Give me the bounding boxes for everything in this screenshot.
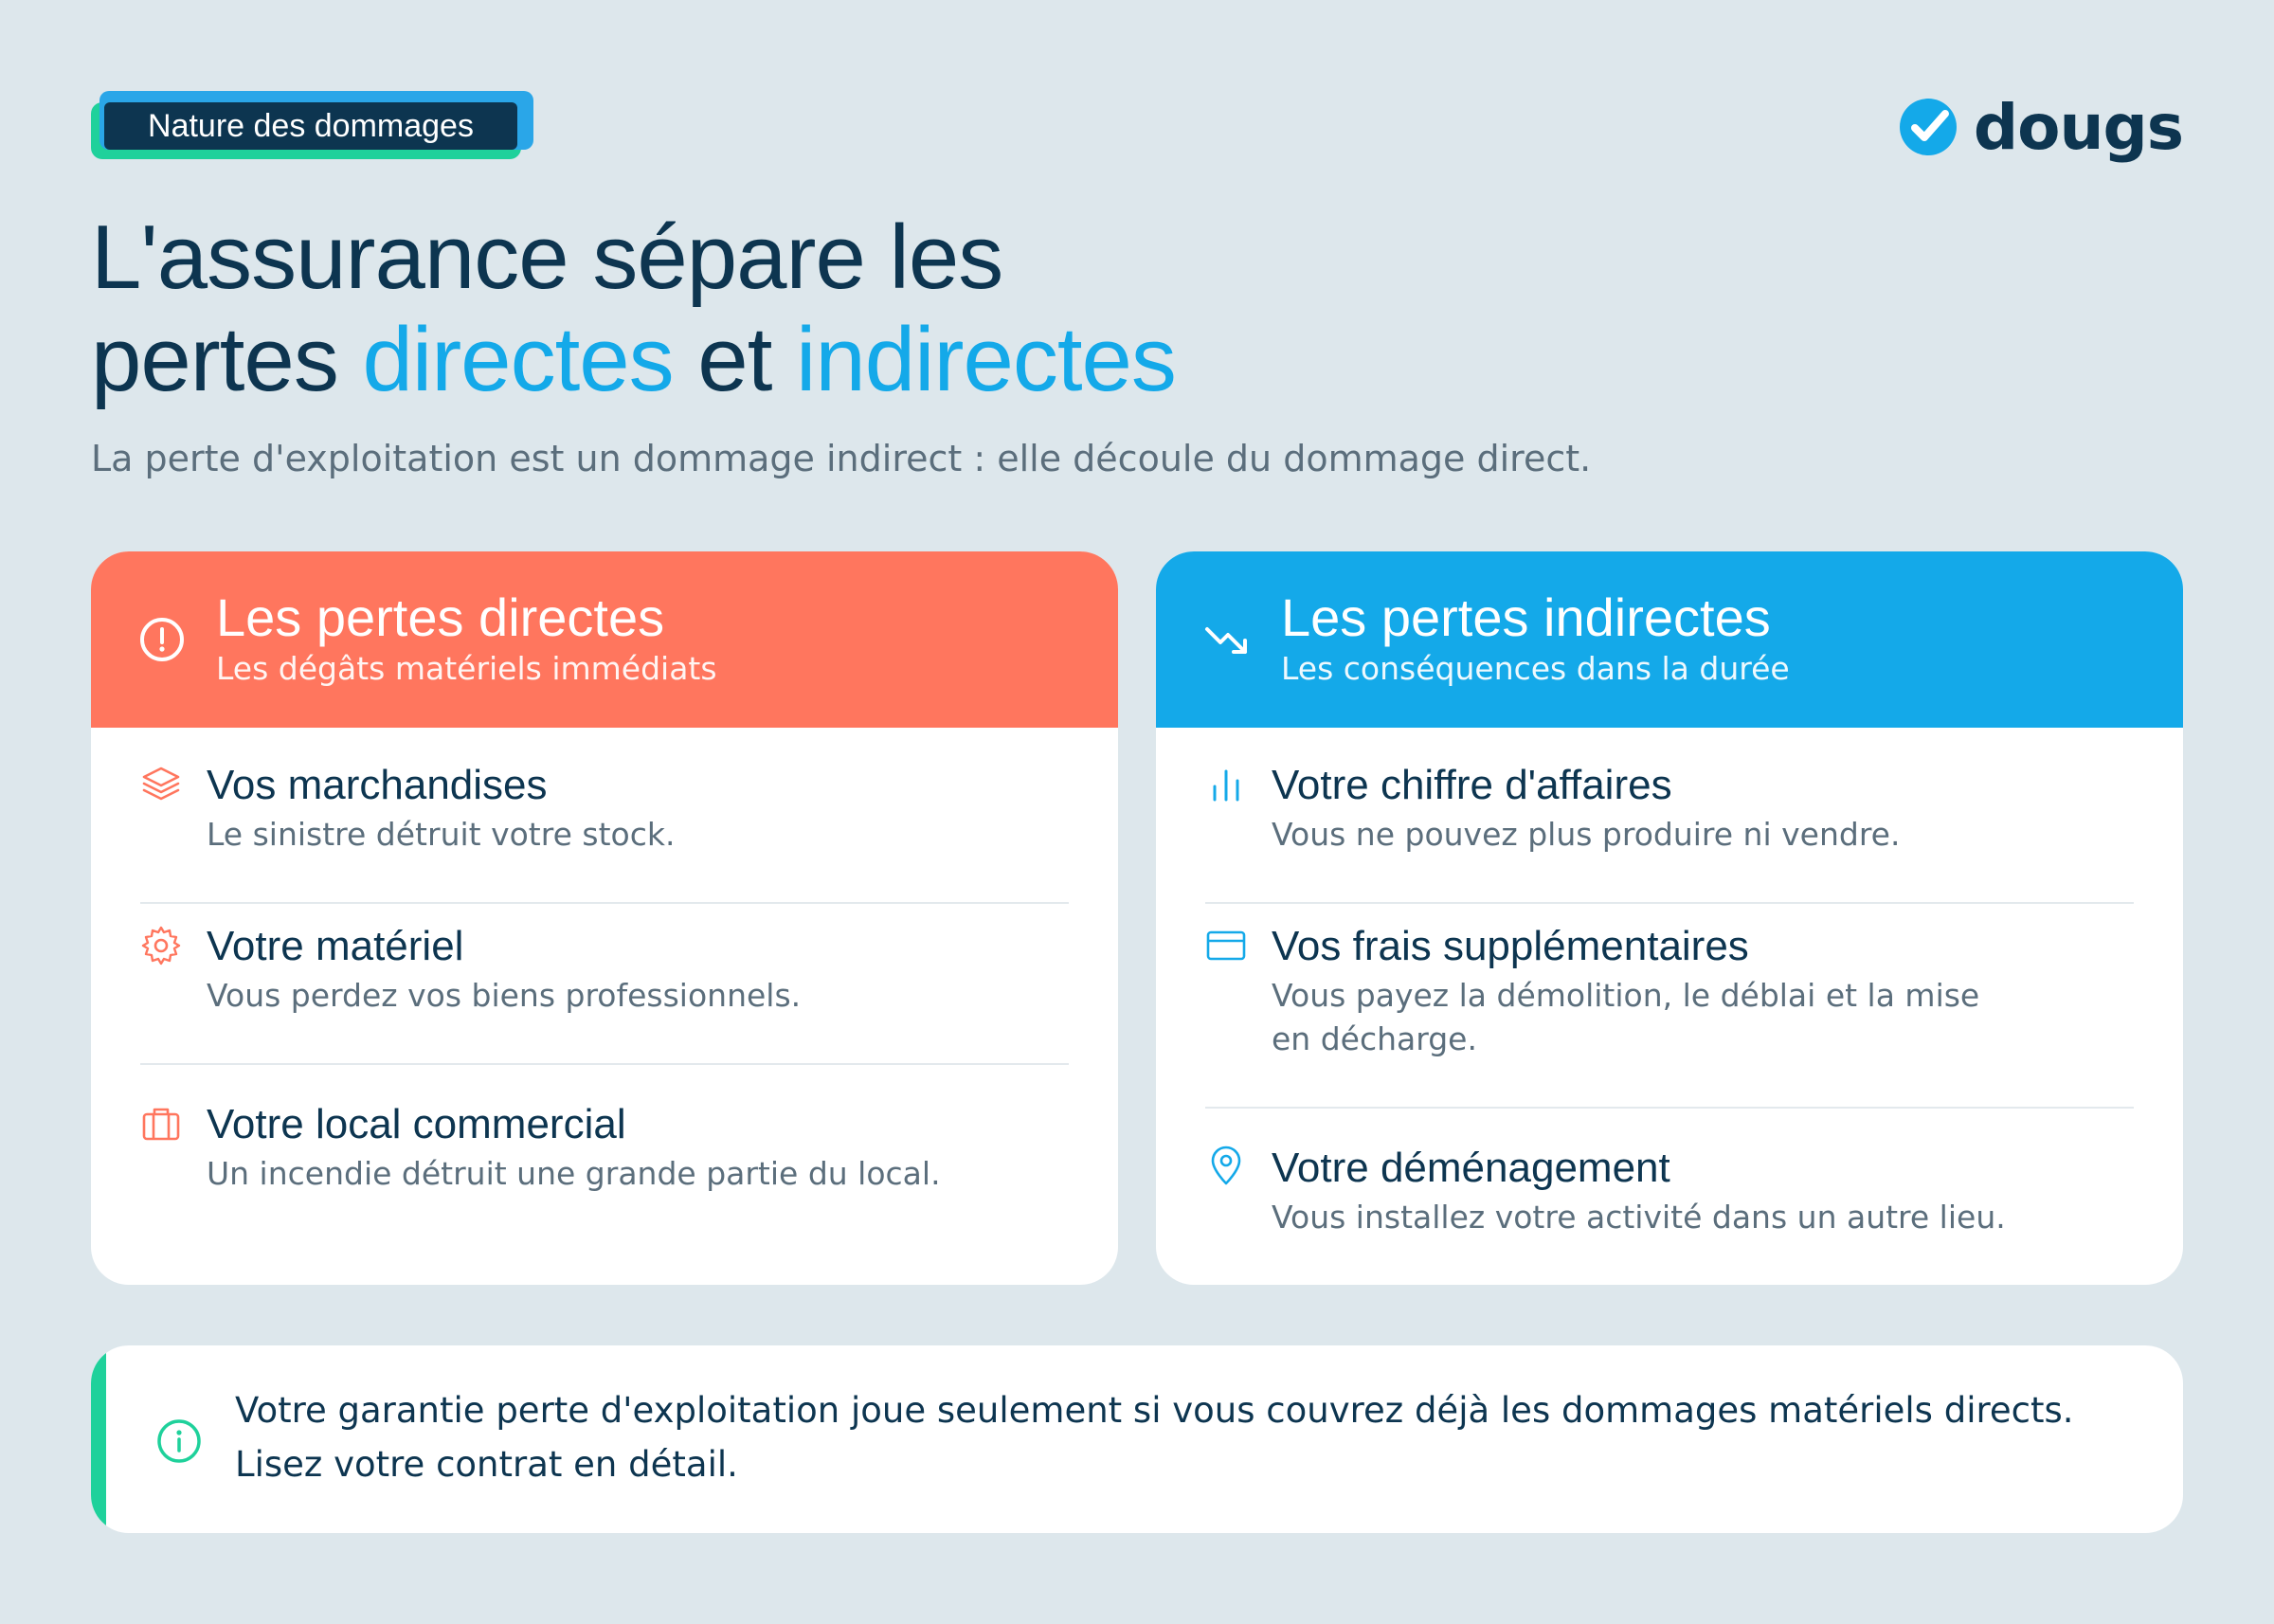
section-badge [91, 91, 533, 163]
title-line-1: L'assurance sépare les [91, 207, 1003, 308]
badge-label: Nature des dommages [104, 102, 517, 150]
list-item [1205, 904, 2134, 1109]
brand-name: dougs [1973, 90, 2183, 164]
bar-chart-icon [1205, 764, 1247, 805]
info-note [91, 1345, 2183, 1533]
gear-icon [140, 925, 182, 966]
indirect-losses-header [1156, 551, 2183, 728]
direct-losses-header [91, 551, 1118, 728]
page-title [91, 207, 1176, 411]
item-title: Votre local commercial [207, 1101, 626, 1147]
title-line-2-start: pertes [91, 309, 363, 410]
item-description: Vous ne pouvez plus produire ni vendre. [1272, 816, 1901, 853]
direct-losses-title: Les pertes directes [216, 587, 665, 647]
info-icon [155, 1417, 203, 1465]
item-description: Vous installez votre activité dans un autre lieu. [1272, 1199, 2006, 1236]
direct-losses-card [91, 551, 1118, 1285]
item-title: Vos marchandises [207, 762, 548, 808]
check-badge-icon [1898, 97, 1958, 157]
indirect-losses-subtitle: Les conséquences dans la durée [1281, 650, 1790, 687]
alert-circle-icon [138, 616, 186, 663]
item-title: Vos frais supplémentaires [1272, 923, 1749, 969]
indirect-losses-title: Les pertes indirectes [1281, 587, 1771, 647]
item-title: Votre déménagement [1272, 1145, 1670, 1191]
item-description: Vous perdez vos biens professionnels. [207, 977, 802, 1014]
title-conjunction: et [673, 309, 797, 410]
item-title: Votre matériel [207, 923, 464, 969]
item-title: Votre chiffre d'affaires [1272, 762, 1672, 808]
item-description: Un incendie détruit une grande partie du local. [207, 1155, 941, 1192]
item-description: Le sinistre détruit votre stock. [207, 816, 676, 853]
layers-icon [140, 764, 182, 805]
note-accent-bar [91, 1345, 106, 1533]
brand-logo [1898, 91, 2183, 163]
title-accent-indirect: indirectes [796, 309, 1176, 410]
list-item [1205, 760, 2134, 904]
list-item [140, 1065, 1069, 1196]
indirect-losses-card [1156, 551, 2183, 1285]
direct-losses-subtitle: Les dégâts matériels immédiats [216, 650, 717, 687]
item-description: Vous payez la démolition, le déblai et la mise en décharge. [1272, 977, 1980, 1057]
list-item [140, 760, 1069, 904]
credit-card-icon [1205, 925, 1247, 966]
trending-down-icon [1203, 616, 1251, 663]
list-item [1205, 1109, 2134, 1239]
briefcase-icon [140, 1103, 182, 1145]
note-text: Votre garantie perte d'exploitation joue seulement si vous couvrez déjà les dommages matériels directs. Lisez votre contrat en détail. [235, 1390, 2074, 1485]
map-pin-icon [1205, 1145, 1247, 1186]
page-subtitle: La perte d'exploitation est un dommage indirect : elle découle du dommage direct. [91, 438, 1592, 479]
list-item [140, 904, 1069, 1065]
title-accent-direct: directes [362, 309, 674, 410]
